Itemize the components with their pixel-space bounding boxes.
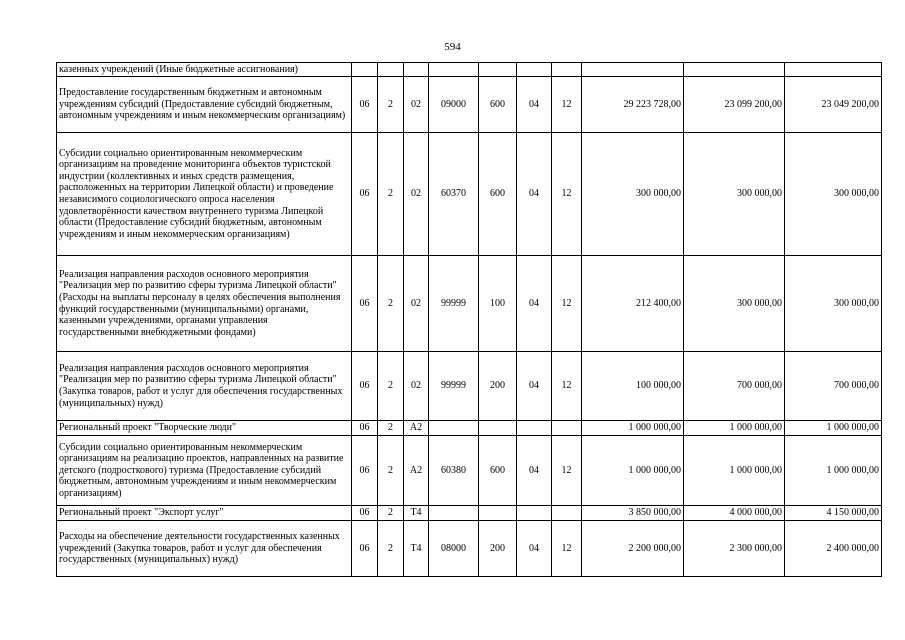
code-cell: 06 <box>352 436 378 506</box>
code-cell: 2 <box>378 352 404 421</box>
amount-cell: 1 000 000,00 <box>785 436 882 506</box>
code-cell <box>352 63 378 77</box>
code-cell: 04 <box>517 521 552 577</box>
table-row <box>57 256 882 352</box>
code-cell <box>552 506 582 521</box>
row-description: казенных учреждений (Иные бюджетные ассигнования) <box>57 63 352 77</box>
amount-cell: 4 150 000,00 <box>785 506 882 521</box>
code-cell: 12 <box>552 256 582 352</box>
code-cell: A2 <box>404 421 429 436</box>
code-cell <box>404 63 429 77</box>
code-cell: 600 <box>479 133 517 256</box>
code-cell: 99999 <box>429 352 479 421</box>
code-cell <box>517 506 552 521</box>
code-cell: 600 <box>479 77 517 133</box>
code-cell: 06 <box>352 256 378 352</box>
amount-cell: 700 000,00 <box>785 352 882 421</box>
code-cell <box>429 506 479 521</box>
table-row <box>57 63 882 77</box>
code-cell: 200 <box>479 521 517 577</box>
code-cell: 100 <box>479 256 517 352</box>
code-cell: A2 <box>404 436 429 506</box>
code-cell: 04 <box>517 77 552 133</box>
code-cell <box>479 63 517 77</box>
code-cell: 06 <box>352 77 378 133</box>
code-cell: 09000 <box>429 77 479 133</box>
code-cell: 2 <box>378 436 404 506</box>
code-cell: 04 <box>517 256 552 352</box>
amount-cell: 23 049 200,00 <box>785 77 882 133</box>
code-cell: 2 <box>378 256 404 352</box>
code-cell: 2 <box>378 133 404 256</box>
amount-cell: 1 000 000,00 <box>582 421 684 436</box>
code-cell: 06 <box>352 506 378 521</box>
code-cell: 2 <box>378 506 404 521</box>
code-cell <box>479 421 517 436</box>
amount-cell: 2 300 000,00 <box>684 521 785 577</box>
amount-cell <box>684 63 785 77</box>
code-cell <box>429 421 479 436</box>
code-cell: 12 <box>552 133 582 256</box>
code-cell: 2 <box>378 77 404 133</box>
code-cell: 02 <box>404 133 429 256</box>
code-cell <box>479 506 517 521</box>
code-cell: 60380 <box>429 436 479 506</box>
amount-cell: 4 000 000,00 <box>684 506 785 521</box>
row-description: Реализация направления расходов основного мероприятия "Реализация мер по развитию сферы туризма Липецкой области" (Закупка товаров, работ и услуг для обеспечения государственных (муниципальных) нужд) <box>57 352 352 421</box>
code-cell <box>517 421 552 436</box>
amount-cell: 700 000,00 <box>684 352 785 421</box>
table-row <box>57 521 882 577</box>
row-description: Региональный проект "Экспорт услуг" <box>57 506 352 521</box>
code-cell: 60370 <box>429 133 479 256</box>
code-cell: 12 <box>552 521 582 577</box>
code-cell: 600 <box>479 436 517 506</box>
budget-table <box>56 62 882 577</box>
amount-cell: 3 850 000,00 <box>582 506 684 521</box>
code-cell: 06 <box>352 133 378 256</box>
code-cell: T4 <box>404 521 429 577</box>
code-cell <box>429 63 479 77</box>
code-cell: 02 <box>404 77 429 133</box>
amount-cell <box>785 63 882 77</box>
page-number: 594 <box>444 41 461 53</box>
code-cell: 06 <box>352 352 378 421</box>
code-cell: 12 <box>552 436 582 506</box>
amount-cell: 100 000,00 <box>582 352 684 421</box>
amount-cell: 29 223 728,00 <box>582 77 684 133</box>
table-row <box>57 421 882 436</box>
code-cell <box>552 421 582 436</box>
amount-cell: 300 000,00 <box>785 256 882 352</box>
amount-cell <box>582 63 684 77</box>
row-description: Расходы на обеспечение деятельности государственных казенных учреждений (Закупка товаров, работ и услуг для обеспечения государственных (муниципальных) нужд) <box>57 521 352 577</box>
amount-cell: 23 099 200,00 <box>684 77 785 133</box>
amount-cell: 300 000,00 <box>684 133 785 256</box>
amount-cell: 300 000,00 <box>582 133 684 256</box>
row-description: Региональный проект "Творческие люди" <box>57 421 352 436</box>
code-cell: 04 <box>517 352 552 421</box>
code-cell: 99999 <box>429 256 479 352</box>
code-cell: 12 <box>552 77 582 133</box>
amount-cell: 2 400 000,00 <box>785 521 882 577</box>
code-cell: 04 <box>517 436 552 506</box>
code-cell: 06 <box>352 521 378 577</box>
amount-cell: 1 000 000,00 <box>684 421 785 436</box>
code-cell: T4 <box>404 506 429 521</box>
code-cell: 02 <box>404 256 429 352</box>
amount-cell: 1 000 000,00 <box>582 436 684 506</box>
code-cell: 04 <box>517 133 552 256</box>
code-cell <box>552 63 582 77</box>
code-cell: 12 <box>552 352 582 421</box>
code-cell: 2 <box>378 521 404 577</box>
code-cell: 08000 <box>429 521 479 577</box>
code-cell: 02 <box>404 352 429 421</box>
code-cell <box>517 63 552 77</box>
code-cell: 200 <box>479 352 517 421</box>
table-row <box>57 352 882 421</box>
amount-cell: 212 400,00 <box>582 256 684 352</box>
code-cell: 2 <box>378 421 404 436</box>
table-row <box>57 436 882 506</box>
amount-cell: 300 000,00 <box>684 256 785 352</box>
row-description: Субсидии социально ориентированным некоммерческим организациям на проведение мониторинга объектов туристской индустрии (коллективных и иных средств размещения, расположенных на территории Липецкой области) и проведение независимого социологического опроса населения удовлетворённости качеством внутреннего туризма Липецкой области (Предоставление субсидий бюджетным, автономным учреждениям и иным некоммерческим организациям) <box>57 133 352 256</box>
row-description: Субсидии социально ориентированным некоммерческим организациям на реализацию проектов, направленных на развитие детского (подросткового) туризма (Предоставление субсидий бюджетным, автономным учреждениям и иным некоммерческим организациям) <box>57 436 352 506</box>
table-row <box>57 77 882 133</box>
row-description: Предоставление государственным бюджетным и автономным учреждениям субсидий (Предоставление субсидий бюджетным, автономным учреждениям и иным некоммерческим организациям) <box>57 77 352 133</box>
code-cell: 06 <box>352 421 378 436</box>
row-description: Реализация направления расходов основного мероприятия "Реализация мер по развитию сферы туризма Липецкой области" (Расходы на выплаты персоналу в целях обеспечения выполнения функций государственными (муниципальными) органами, казенными учреждениями, органами управления государственными внебюджетными фондами) <box>57 256 352 352</box>
table-row <box>57 133 882 256</box>
amount-cell: 2 200 000,00 <box>582 521 684 577</box>
table-row <box>57 506 882 521</box>
code-cell <box>378 63 404 77</box>
amount-cell: 1 000 000,00 <box>684 436 785 506</box>
amount-cell: 300 000,00 <box>785 133 882 256</box>
amount-cell: 1 000 000,00 <box>785 421 882 436</box>
